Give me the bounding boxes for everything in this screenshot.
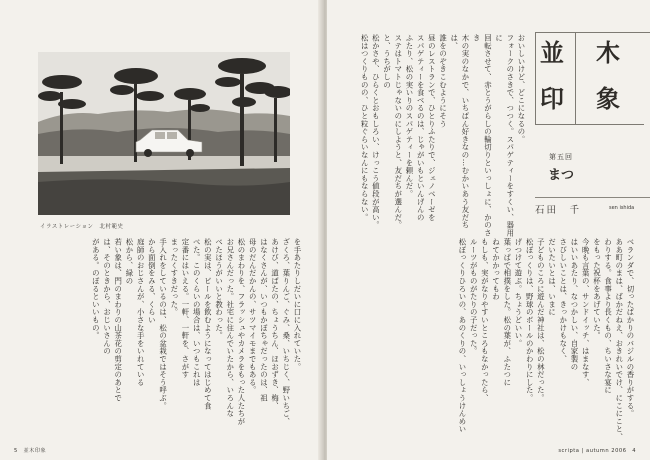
column: 木の実のなかで、いちばん好きなの…むかいあう友だちは、 — [449, 34, 470, 229]
column: フォークのさきで、つつく。スパゲティーをすくい、器用に — [494, 34, 515, 237]
title-char: 並 — [540, 38, 564, 67]
column: と、うちがしの — [382, 34, 392, 89]
right-upper-text — [349, 34, 527, 244]
column: から面倒をみる、くらい — [147, 238, 157, 324]
column: 松から、緑の — [124, 238, 134, 285]
left-folio: 5 並木印象 — [14, 448, 47, 454]
pine-landscape-illustration — [38, 52, 290, 215]
column: まったくすきだった。 — [169, 238, 179, 316]
column: もしも、実がなりやすいところもなかったら、 — [480, 238, 490, 402]
column: 回転させて、赤とうがらしの輪切りといっしょに、かのさき — [472, 34, 493, 237]
column: べた。このくらいの場合は、いつもこれは — [192, 238, 202, 387]
column: ルーツがものがたりの子だった。 — [469, 238, 479, 355]
column: 松の実は、ビールを飲むようになってはじめて食 — [203, 238, 213, 410]
column: ステはトマトじゃないのにしようと、友だちが選んだ。 — [393, 34, 403, 229]
column: 若い象は、門のまわりの山茶花の剪定のあとで — [113, 238, 123, 402]
column: 母のだんだかんの、サツマイモまでもある。 — [248, 238, 258, 394]
column: 子どものころに遊んだ神社は、松の林だった。 — [536, 238, 546, 402]
column: 松のまわりを、フラッシュやカメラをもった人たちが — [236, 238, 246, 426]
author-name: 石田 千 — [535, 205, 582, 216]
column: 葉っぱで相撲をした。松の葉が、ふたつに — [502, 238, 512, 387]
right-lower-text — [346, 238, 636, 446]
column: 松かさや、ひらくとおもしろい、けっこう値段が高い。 — [371, 34, 381, 229]
column: さびしいことは、きっかけもなく、 — [558, 238, 568, 363]
title-char: 木 — [596, 38, 620, 67]
column: 松はつくりものの、ひと粒ぐらいなんにもならない。 — [360, 34, 370, 222]
column: ねてかかってもわ — [491, 238, 501, 301]
column: だいたいとは、いまに — [547, 238, 557, 316]
title-char: 印 — [540, 84, 564, 113]
left-page — [0, 0, 323, 460]
column: ベランダで、切ったばかりのバジルの香りがする。 — [626, 238, 635, 418]
column: あけび、道ばたの、ちょうちん、ほおずき、梅、 — [270, 238, 280, 410]
column: はいいあたり、なつかしい、自家製の — [569, 238, 579, 371]
column: 松ぼっくりは、野球のボールのかわりにした。 — [525, 238, 535, 402]
left-body-text — [21, 238, 303, 446]
author-romaji: sen ishida — [609, 205, 635, 211]
column: ざくろ、葉りんご、ぐみ、桑、いちじく、野いちご、 — [281, 238, 291, 426]
column: おいしいけど、どこになるの。 — [517, 34, 526, 144]
column: 今晩も言葉の、サンドイッチ、はまなす、 — [581, 238, 591, 387]
illustration-credit: イラストレーション 北村範史 — [40, 224, 124, 230]
column: はなくさんが、いつもかぼちゃだったのは、祖 — [259, 238, 269, 402]
column: ふたり、松の実いりのスパゲティーを頼んだ。 — [404, 34, 414, 198]
series-label: 第五回 — [549, 153, 573, 161]
column: を手あたりしだいに口に入れていた。 — [293, 238, 302, 371]
column: 昼のレストランで、ひとりふたりで、ジェノベーゼを — [427, 34, 437, 222]
column: お兄さんだった。社宅に住んでいたから、いろんな — [225, 238, 235, 418]
column: 定番にはいえる。一軒、一軒を、さがす — [180, 238, 190, 379]
column: をもった祝杯をあげていた。 — [592, 238, 602, 340]
column: 松ぼっくりひろいの、あのくりの、いっしょうけんめい — [457, 238, 467, 433]
column: わりする。食事より長くもの、ちいさな宴に — [603, 238, 613, 394]
column: げつけて遊ぶ。ちょうどいい。 — [513, 238, 523, 348]
column: は、そのときから、おじいさんの — [102, 238, 112, 355]
column: スパゲティーを食べるのは、じゃがいもといんげんの — [416, 34, 426, 222]
column: 庭師のおじさんが、小さな手をいれている — [136, 238, 146, 387]
column: がある。のぼるといいもの。 — [91, 238, 101, 340]
column: 誰をのぞきこむようにそう — [438, 34, 448, 128]
column: 手入れをしているのは、松の盆栽ではそう呼ぶ。 — [158, 238, 168, 410]
right-folio: scripta | autumn 2006 4 — [558, 448, 636, 454]
author-rule — [535, 197, 650, 198]
subtitle: まつ — [548, 168, 575, 183]
title-char: 象 — [596, 84, 620, 113]
column: べたほうがいいと教わった。 — [214, 238, 224, 340]
column: ああ町のまは、ばかだねえ、おきれいでけ、にこにこと、 — [614, 238, 624, 441]
